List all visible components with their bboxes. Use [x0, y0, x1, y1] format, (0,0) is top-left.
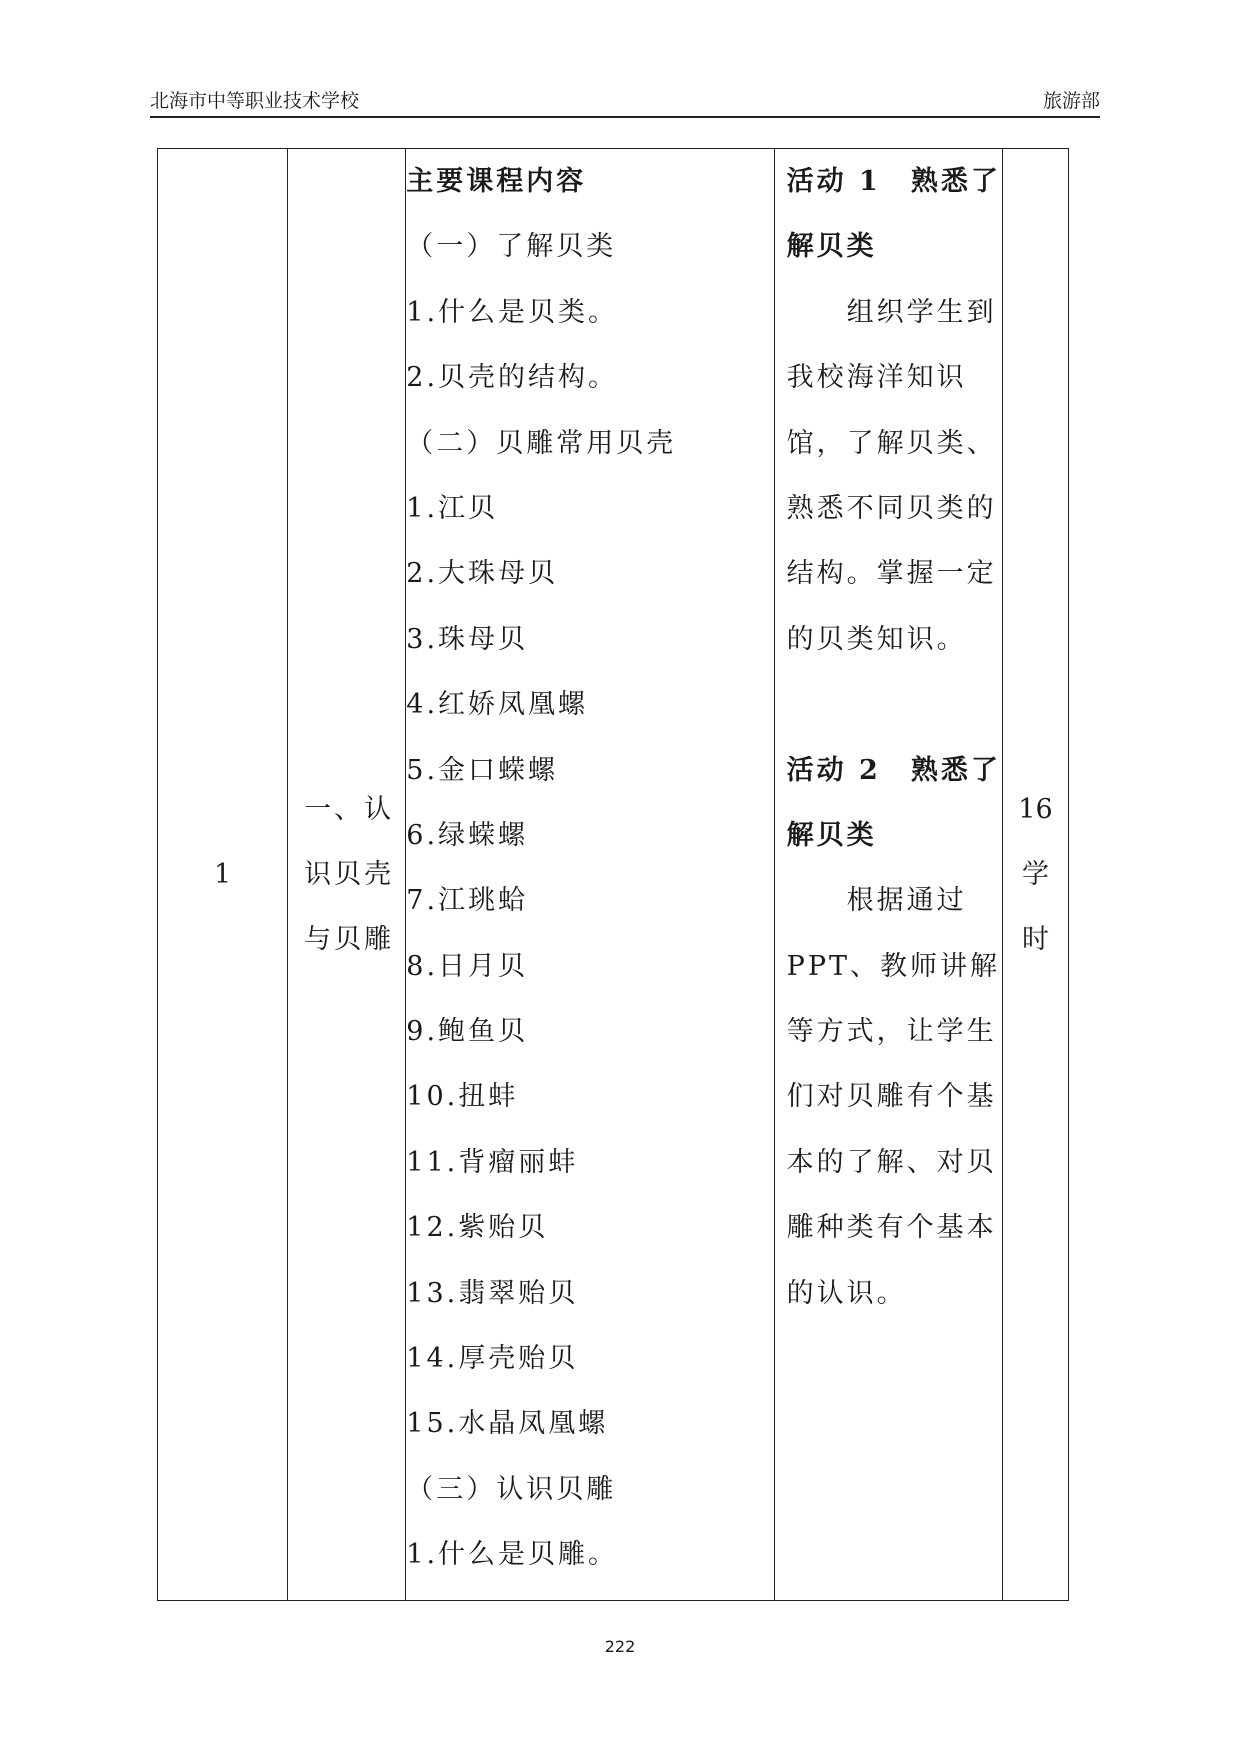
activity-2-text: 们对贝雕有个基: [786, 1081, 997, 1113]
activity-spacer: [775, 684, 1002, 749]
activity-2-text: PPT、教师讲解: [786, 950, 1000, 982]
content-item: 1.什么是贝类。: [406, 296, 619, 328]
activity-2-text: 根据通过: [846, 885, 967, 917]
hours-cell: [1002, 149, 1068, 1601]
hours: [1003, 777, 1068, 972]
content-item: 15.水晶凤凰螺: [406, 1408, 609, 1440]
activity-1-text: 的贝类知识。: [786, 623, 967, 655]
activity-1-text: 结构。掌握一定: [786, 558, 997, 590]
activity-2-text: 等方式，让学生: [786, 1016, 997, 1048]
activity-1-title: 解贝类: [786, 231, 877, 263]
hours-line: 学: [1021, 858, 1049, 890]
course-content-cell: [406, 149, 774, 1601]
school-name: 北海市中等职业技术学校: [150, 90, 360, 112]
content-item: 1.江贝: [406, 492, 499, 524]
hours-line: 16: [1018, 793, 1053, 825]
content-item: 9.鲍鱼贝: [406, 1016, 529, 1048]
unit-title-line: 一、认: [304, 793, 395, 825]
content-section: （三）认识贝雕: [406, 1473, 617, 1505]
content-section: （二）贝雕常用贝壳: [406, 427, 677, 459]
activity-cell: [774, 149, 1002, 1601]
row-number-cell: [158, 149, 288, 1601]
content-item: 14.厚壳贻贝: [406, 1343, 579, 1375]
content-item: 3.珠母贝: [406, 623, 529, 655]
unit-title: [288, 777, 405, 972]
content-item: 5.金口蝾螺: [406, 754, 559, 786]
content-item: 6.绿蝾螺: [406, 819, 529, 851]
content-item: 7.江珧蛤: [406, 885, 529, 917]
content-item: 11.背瘤丽蚌: [406, 1146, 579, 1178]
activity-1-text: 馆，了解贝类、: [786, 427, 997, 459]
activity-1-text: 我校海洋知识: [786, 362, 967, 394]
activity-1-title: 活动 1 熟悉了: [786, 166, 1001, 197]
hours-line: 时: [1021, 923, 1049, 955]
content-item: 1.什么是贝雕。: [406, 1539, 619, 1571]
curriculum-table: [157, 148, 1069, 1601]
department-name: 旅游部: [1042, 90, 1100, 112]
unit-title-cell: [288, 149, 406, 1601]
table-row: [158, 149, 1069, 1601]
content-item: 2.贝壳的结构。: [406, 362, 619, 394]
page-header: [150, 86, 1100, 118]
content-item: 10.扭蚌: [406, 1081, 519, 1113]
content-item: 13.翡翠贻贝: [406, 1277, 579, 1309]
unit-title-line: 与贝雕: [304, 923, 395, 955]
activity-1-text: 熟悉不同贝类的: [786, 492, 997, 524]
activity-2-title: 解贝类: [786, 819, 877, 851]
content-section: （一）了解贝类: [406, 231, 617, 263]
content-item: 8.日月贝: [406, 950, 529, 982]
row-number: 1: [213, 858, 232, 890]
activity-2-text: 雕种类有个基本: [786, 1212, 997, 1244]
activity-2-title: 活动 2 熟悉了: [786, 754, 1001, 786]
content-item: 2.大珠母贝: [406, 558, 559, 590]
activity-2-text: 的认识。: [786, 1277, 907, 1309]
activity-1-text: 组织学生到: [846, 296, 997, 328]
content-item: 4.红娇凤凰螺: [406, 689, 589, 721]
page-number: 222: [604, 1637, 636, 1656]
unit-title-line: 识贝壳: [304, 858, 395, 890]
activity-2-text: 本的了解、对贝: [786, 1146, 997, 1178]
content-item: 12.紫贻贝: [406, 1212, 549, 1244]
content-heading: 主要课程内容: [406, 166, 587, 197]
